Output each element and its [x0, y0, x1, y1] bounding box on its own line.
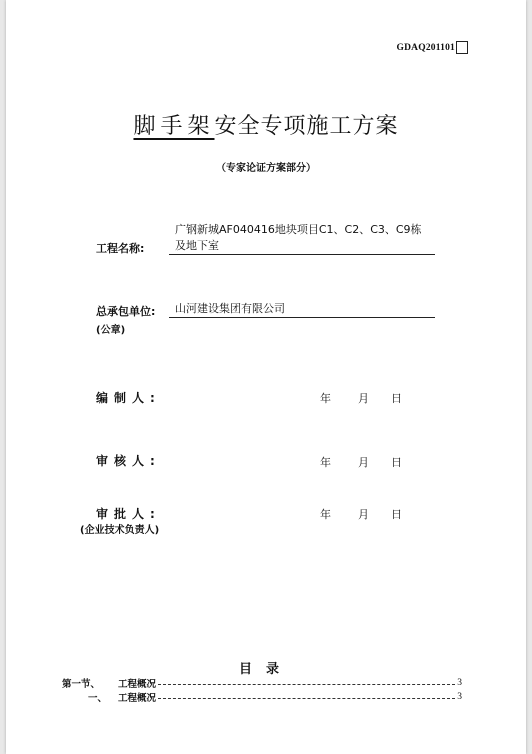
- toc-entry[interactable]: [62, 691, 462, 703]
- toc-entry[interactable]: [62, 677, 462, 689]
- compiler-month: 月: [358, 392, 369, 405]
- toc-entry-number: 一、: [88, 693, 108, 704]
- toc-title: 目录: [238, 662, 293, 677]
- contractor-underline: [169, 317, 435, 318]
- title-rest: 安全专项施工方案: [214, 114, 399, 139]
- title-underlined: 脚手架: [133, 114, 215, 139]
- project-name-line1: 广钢新城AF040416地块项目C1、C2、C3、C9栋: [175, 223, 422, 236]
- toc-leader-dots: [158, 684, 455, 685]
- toc-leader-dots: [158, 698, 455, 699]
- compiler-year: 年: [320, 392, 331, 405]
- toc-entry-page: 3: [457, 678, 462, 688]
- document-code-checkbox: [456, 41, 468, 54]
- document-subtitle: （专家论证方案部分）: [216, 163, 316, 174]
- approver-label: 审批人:: [96, 507, 161, 521]
- contractor-value: 山河建设集团有限公司: [175, 302, 285, 315]
- project-name-label: 工程名称:: [96, 242, 145, 255]
- document-title: [6, 112, 526, 142]
- toc-entry-text: 工程概况: [118, 693, 157, 704]
- contractor-label: 总承包单位:: [96, 305, 156, 318]
- toc-entry-text: 工程概况: [118, 679, 157, 690]
- reviewer-month: 月: [358, 456, 369, 469]
- project-name-line2: 及地下室: [175, 239, 219, 252]
- document-code-text: GDAQ201101: [396, 42, 455, 53]
- approver-day: 日: [391, 508, 402, 521]
- compiler-label: 编制人:: [96, 391, 161, 405]
- reviewer-year: 年: [320, 456, 331, 469]
- toc-entry-page: 3: [457, 692, 462, 702]
- project-name-underline: [169, 254, 435, 255]
- reviewer-label: 审核人:: [96, 454, 161, 468]
- compiler-day: 日: [391, 392, 402, 405]
- approver-month: 月: [358, 508, 369, 521]
- document-page: [6, 0, 526, 754]
- seal-note: (公章): [96, 325, 126, 336]
- reviewer-day: 日: [391, 456, 402, 469]
- approver-year: 年: [320, 508, 331, 521]
- approver-note: (企业技术负责人): [80, 525, 160, 536]
- document-code: [397, 41, 468, 54]
- toc-entry-number: 第一节、: [62, 679, 101, 690]
